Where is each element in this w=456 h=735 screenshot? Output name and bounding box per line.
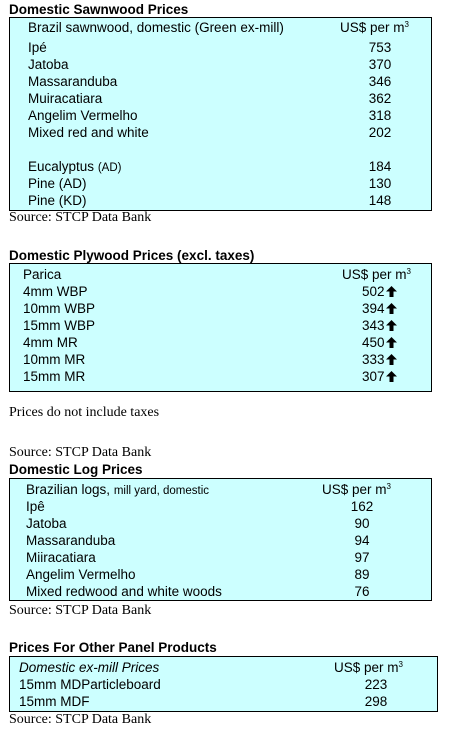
row-value-text: 307 <box>362 369 385 384</box>
row-name: 10mm MR <box>23 352 86 367</box>
plywood-source: Source: STCP Data Bank <box>9 445 152 460</box>
unit-label: US$ per m <box>342 267 407 282</box>
row-name-text: Eucalyptus <box>28 159 95 174</box>
panels-header-unit <box>334 659 403 676</box>
row-value: 362 <box>368 91 392 106</box>
row-value <box>362 300 397 317</box>
plywood-header-name: Parica <box>23 267 62 282</box>
row-name: Mixed red and white <box>28 125 149 140</box>
row-name: Jatoba <box>26 516 67 531</box>
row-value: 202 <box>368 125 392 140</box>
row-value <box>362 317 397 334</box>
unit-superscript: 3 <box>404 20 409 29</box>
plywood-title: Domestic Plywood Prices (excl. taxes) <box>9 248 255 263</box>
unit-superscript: 3 <box>406 267 411 276</box>
row-value-text: 450 <box>362 335 385 350</box>
panels-header-row <box>10 659 437 676</box>
row-value-text: 343 <box>362 318 385 333</box>
row-value: 90 <box>354 516 370 531</box>
row-qualifier: (AD) <box>97 162 122 174</box>
up-arrow-icon <box>386 337 397 348</box>
header-name-text: Brazilian logs, <box>26 482 111 497</box>
row-value: 318 <box>368 108 392 123</box>
sawnwood-source: Source: STCP Data Bank <box>9 210 152 225</box>
row-value: 76 <box>354 584 370 599</box>
table-row <box>10 498 431 515</box>
panels-title: Prices For Other Panel Products <box>9 640 217 655</box>
row-name: Mixed redwood and white woods <box>26 584 222 599</box>
table-row <box>10 693 437 710</box>
sawnwood-title: Domestic Sawnwood Prices <box>9 2 189 17</box>
table-row <box>10 676 437 693</box>
row-name: 4mm MR <box>23 335 78 350</box>
row-value <box>362 368 397 385</box>
row-value: 753 <box>368 40 392 55</box>
row-value-text: 502 <box>362 284 385 299</box>
row-value <box>362 334 397 351</box>
logs-source: Source: STCP Data Bank <box>9 603 152 618</box>
row-name: 15mm MDF <box>19 694 90 709</box>
plywood-table <box>9 263 432 392</box>
row-value-text: 333 <box>362 352 385 367</box>
row-name: Angelim Vermelho <box>26 567 136 582</box>
row-name: Muiracatiara <box>28 91 103 106</box>
table-row <box>10 300 431 317</box>
row-value: 89 <box>354 567 370 582</box>
up-arrow-icon <box>386 371 397 382</box>
row-value: 148 <box>368 193 392 208</box>
table-row <box>10 351 431 368</box>
up-arrow-icon <box>386 354 397 365</box>
table-row <box>10 39 431 56</box>
logs-title: Domestic Log Prices <box>9 462 143 477</box>
unit-superscript: 3 <box>398 660 403 669</box>
table-row <box>10 583 431 600</box>
row-value: 184 <box>368 159 392 174</box>
table-row <box>10 532 431 549</box>
table-row <box>10 549 431 566</box>
sawnwood-header-unit <box>340 19 409 36</box>
row-name: 10mm WBP <box>23 301 96 316</box>
row-name: Pine (AD) <box>28 176 87 191</box>
table-row <box>10 73 431 90</box>
row-value: 298 <box>364 694 388 709</box>
table-row <box>10 317 431 334</box>
row-name: Pine (KD) <box>28 193 87 208</box>
up-arrow-icon <box>386 303 397 314</box>
plywood-header-unit <box>342 266 411 283</box>
row-name: 15mm MDParticleboard <box>19 677 161 692</box>
table-row <box>10 192 431 209</box>
row-name: Massaranduba <box>26 533 116 548</box>
table-row <box>10 515 431 532</box>
table-row <box>10 56 431 73</box>
logs-header-row <box>10 481 431 498</box>
panels-table <box>9 656 438 712</box>
row-value: 97 <box>354 550 370 565</box>
row-name: Ipê <box>26 499 45 514</box>
row-name: 15mm MR <box>23 369 86 384</box>
unit-label: US$ per m <box>340 20 405 35</box>
row-value: 94 <box>354 533 370 548</box>
table-row <box>10 368 431 385</box>
logs-header-unit <box>322 481 391 498</box>
row-value: 162 <box>350 499 374 514</box>
row-value <box>362 283 397 300</box>
table-row <box>10 107 431 124</box>
table-row <box>10 90 431 107</box>
table-row <box>10 158 431 175</box>
sawnwood-table <box>9 17 432 211</box>
header-qualifier: mill yard, domestic <box>113 485 210 497</box>
row-value: 130 <box>368 176 392 191</box>
plywood-header-row <box>10 266 431 283</box>
row-value-text: 394 <box>362 301 385 316</box>
unit-superscript: 3 <box>386 482 391 491</box>
row-name: 15mm WBP <box>23 318 96 333</box>
plywood-note: Prices do not include taxes <box>9 405 160 420</box>
row-value: 346 <box>368 74 392 89</box>
row-name: Miiracatiara <box>26 550 96 565</box>
row-name: Massaranduba <box>28 74 118 89</box>
row-name: Angelim Vermelho <box>28 108 138 123</box>
row-name: 4mm WBP <box>23 284 88 299</box>
table-row <box>10 283 431 300</box>
logs-table <box>9 478 432 601</box>
sawnwood-header-row <box>10 19 431 36</box>
table-row <box>10 124 431 141</box>
row-value: 370 <box>368 57 392 72</box>
table-row <box>10 334 431 351</box>
sawnwood-header-name: Brazil sawnwood, domestic (Green ex-mill) <box>28 20 284 35</box>
table-row <box>10 175 431 192</box>
unit-label: US$ per m <box>322 482 387 497</box>
up-arrow-icon <box>386 320 397 331</box>
unit-label: US$ per m <box>334 660 399 675</box>
row-name: Ipé <box>28 40 47 55</box>
row-value: 223 <box>364 677 388 692</box>
up-arrow-icon <box>386 286 397 297</box>
row-name: Jatoba <box>28 57 69 72</box>
panels-source: Source: STCP Data Bank <box>9 712 152 727</box>
panels-header-name: Domestic ex-mill Prices <box>19 660 160 675</box>
table-row <box>10 566 431 583</box>
row-value <box>362 351 397 368</box>
